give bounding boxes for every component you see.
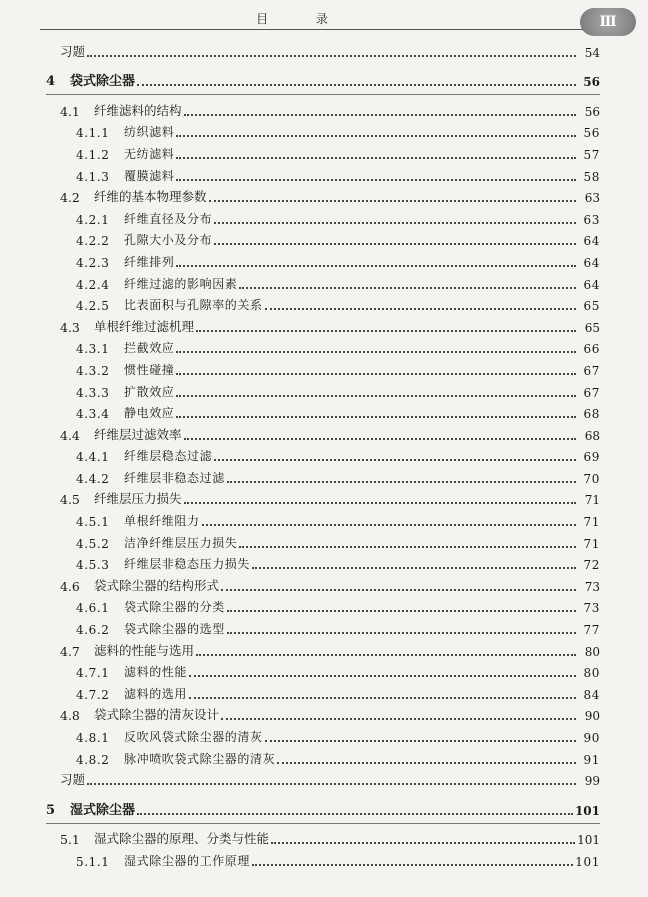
toc-entry-title: 单根纤维过滤机理 <box>94 318 195 334</box>
toc-entry[interactable] <box>46 507 600 529</box>
toc-entry[interactable] <box>46 313 600 335</box>
toc-leader-dots <box>209 200 576 202</box>
toc-entry[interactable] <box>46 723 600 745</box>
toc-leader-dots <box>176 373 576 375</box>
toc-entry-title: 纤维直径及分布 <box>124 211 213 226</box>
toc-entry-title: 纤维层过滤效率 <box>94 426 182 442</box>
toc-entry-number: 4.1.3 <box>76 169 110 184</box>
toc-entry-number: 4.5.1 <box>76 515 110 530</box>
toc-leader-dots <box>227 632 576 634</box>
toc-entry-number: 4.5.2 <box>76 536 110 551</box>
toc-entry[interactable] <box>46 335 600 357</box>
toc-entry[interactable] <box>46 826 600 848</box>
toc-entry[interactable] <box>46 702 600 724</box>
toc-entry-number: 4.4.1 <box>76 450 110 465</box>
toc-entry[interactable] <box>46 270 600 292</box>
toc-entry-number: 4.1.1 <box>76 126 110 141</box>
toc-entry-page: 91 <box>583 752 600 767</box>
toc-entry-page: 57 <box>583 147 600 162</box>
toc-entry-number: 4.3 <box>60 319 80 335</box>
toc-entry[interactable] <box>46 486 600 508</box>
toc-leader-dots <box>221 718 576 720</box>
toc-leader-dots <box>176 416 576 418</box>
toc-leader-dots <box>277 762 576 764</box>
toc-entry[interactable] <box>46 421 600 443</box>
toc-entry-title: 纤维滤料的结构 <box>94 102 182 118</box>
toc-entry-number: 4.6 <box>60 578 80 594</box>
toc-entry-title: 纤维排列 <box>124 254 175 269</box>
toc-entry-title: 袋式除尘器 <box>70 74 136 90</box>
toc-entry-title: 习题 <box>60 772 86 788</box>
toc-leader-dots <box>227 481 576 483</box>
toc-entry-title: 纤维层非稳态过滤 <box>124 470 225 485</box>
toc-entry[interactable] <box>46 767 600 789</box>
toc-entry-page: 69 <box>583 450 600 465</box>
toc-entry-page: 64 <box>583 277 600 292</box>
toc-entry-page: 71 <box>583 536 600 551</box>
toc-entry[interactable] <box>46 615 600 637</box>
toc-entry-title: 静电效应 <box>124 406 175 421</box>
toc-entry[interactable] <box>46 227 600 249</box>
toc-entry[interactable] <box>46 847 600 869</box>
toc-entry-number: 5.1.1 <box>76 854 110 869</box>
toc-entry-page: 99 <box>584 774 600 789</box>
toc-leader-dots <box>189 697 576 699</box>
table-of-contents <box>46 38 600 869</box>
toc-entry-number: 4.8 <box>60 708 80 724</box>
toc-entry-page: 65 <box>584 320 600 335</box>
toc-entry-title: 习题 <box>60 43 86 59</box>
toc-entry-number: 4.8.2 <box>76 752 110 767</box>
toc-entry-page: 56 <box>583 126 600 141</box>
toc-entry[interactable] <box>46 443 600 465</box>
toc-entry[interactable] <box>46 119 600 141</box>
toc-entry[interactable] <box>46 248 600 270</box>
toc-entry[interactable] <box>46 97 600 119</box>
toc-entry-title: 纤维层非稳态压力损失 <box>124 557 251 572</box>
toc-entry-number: 4.7.2 <box>76 687 110 702</box>
toc-entry-page: 80 <box>583 666 600 681</box>
toc-entry-page: 66 <box>583 342 600 357</box>
toc-gap <box>46 788 600 796</box>
toc-entry[interactable] <box>46 162 600 184</box>
toc-leader-dots <box>87 55 576 57</box>
toc-entry-number: 4.6.1 <box>76 601 110 616</box>
toc-entry-number: 5.1 <box>60 832 80 848</box>
toc-entry-number: 4.3.2 <box>76 363 110 378</box>
toc-entry-title: 覆膜滤料 <box>124 168 175 183</box>
toc-entry[interactable] <box>46 400 600 422</box>
toc-leader-dots <box>137 84 576 86</box>
toc-entry-number: 4.2.4 <box>76 277 110 292</box>
toc-entry-page: 71 <box>583 515 600 530</box>
toc-leader-dots <box>202 524 576 526</box>
toc-entry-title: 纤维的基本物理参数 <box>94 189 207 205</box>
toc-entry-page: 65 <box>583 299 600 314</box>
toc-entry-number: 4.6.2 <box>76 623 110 638</box>
toc-leader-dots <box>176 265 576 267</box>
toc-entry-title: 纤维过滤的影响因素 <box>124 276 238 291</box>
toc-entry-page: 54 <box>584 45 600 60</box>
toc-entry-title: 滤料的性能 <box>124 665 188 680</box>
toc-entry-page: 73 <box>583 601 600 616</box>
toc-entry-page: 58 <box>583 169 600 184</box>
toc-leader-dots <box>227 610 576 612</box>
toc-entry[interactable] <box>46 38 600 60</box>
toc-entry-title: 袋式除尘器的选型 <box>124 622 225 637</box>
toc-entry-number: 4.8.1 <box>76 731 110 745</box>
toc-entry-number: 4.5.3 <box>76 558 110 573</box>
toc-entry-number: 4.1.2 <box>76 147 110 162</box>
toc-entry-title: 滤料的性能与选用 <box>94 642 195 658</box>
toc-entry[interactable] <box>46 551 600 573</box>
toc-leader-dots <box>214 222 576 224</box>
toc-leader-dots <box>271 842 575 844</box>
toc-entry-title: 湿式除尘器 <box>70 802 136 818</box>
toc-entry[interactable] <box>46 572 600 594</box>
toc-entry-title: 湿式除尘器的工作原理 <box>124 853 251 868</box>
toc-gap <box>46 818 600 826</box>
toc-entry-page: 71 <box>584 493 600 508</box>
toc-entry-page: 101 <box>575 854 600 869</box>
toc-leader-dots <box>189 675 576 677</box>
toc-leader-dots <box>239 546 576 548</box>
toc-entry-page: 67 <box>583 363 600 378</box>
toc-entry-title: 反吹风袋式除尘器的清灰 <box>124 730 263 744</box>
toc-leader-dots <box>214 459 576 461</box>
toc-entry-number: 4.1 <box>60 103 80 119</box>
toc-entry-title: 袋式除尘器的分类 <box>124 600 225 615</box>
toc-entry-page: 63 <box>584 191 600 206</box>
toc-entry-number: 4.3.1 <box>76 342 110 357</box>
toc-entry-page: 68 <box>583 407 600 422</box>
toc-entry-page: 77 <box>583 623 600 638</box>
toc-leader-dots <box>214 243 576 245</box>
toc-entry[interactable] <box>46 292 600 314</box>
toc-entry-title: 纤维层稳态过滤 <box>124 449 213 464</box>
toc-entry[interactable] <box>46 140 600 162</box>
toc-entry-page: 70 <box>583 471 600 486</box>
toc-entry-title: 洁净纤维层压力损失 <box>124 535 238 550</box>
toc-entry-title: 孔隙大小及分布 <box>124 233 213 248</box>
toc-entry-page: 73 <box>584 579 600 594</box>
toc-entry[interactable] <box>46 464 600 486</box>
toc-entry-page: 56 <box>583 75 600 90</box>
page-number-badge: Ⅲ <box>580 8 636 36</box>
toc-leader-dots <box>252 567 576 569</box>
toc-entry-title: 湿式除尘器的原理、分类与性能 <box>94 831 270 847</box>
toc-entry[interactable] <box>46 659 600 681</box>
toc-leader-dots <box>184 114 576 116</box>
toc-entry-page: 101 <box>577 833 600 848</box>
toc-entry-number: 4.3.4 <box>76 407 110 422</box>
toc-entry[interactable] <box>46 378 600 400</box>
toc-entry-page: 56 <box>584 104 600 119</box>
toc-leader-dots <box>176 351 576 353</box>
toc-entry[interactable] <box>46 594 600 616</box>
toc-entry[interactable] <box>46 680 600 702</box>
toc-leader-dots <box>176 179 576 181</box>
toc-leader-dots <box>176 157 576 159</box>
toc-entry[interactable] <box>46 356 600 378</box>
toc-entry-title: 扩散效应 <box>124 384 175 399</box>
toc-leader-dots <box>176 135 576 137</box>
toc-leader-dots <box>184 502 576 504</box>
toc-entry-number: 4.2.3 <box>76 255 110 270</box>
toc-entry-page: 63 <box>583 212 600 227</box>
toc-leader-dots <box>176 395 576 397</box>
toc-entry-number: 4.7.1 <box>76 666 110 681</box>
toc-leader-dots <box>265 740 576 742</box>
separator-line <box>46 94 600 95</box>
toc-leader-dots <box>196 654 576 656</box>
toc-entry-page: 84 <box>583 687 600 702</box>
toc-entry[interactable] <box>46 745 600 767</box>
toc-leader-dots <box>221 589 576 591</box>
toc-entry[interactable] <box>46 68 600 90</box>
toc-entry[interactable] <box>46 184 600 206</box>
toc-leader-dots <box>87 783 576 785</box>
toc-leader-dots <box>239 287 576 289</box>
toc-entry-number: 5 <box>46 802 56 818</box>
toc-entry-number: 4.4 <box>60 427 80 443</box>
toc-leader-dots <box>137 813 573 815</box>
toc-entry-number: 4.7 <box>60 643 80 659</box>
header-title: 目 录 <box>256 12 350 26</box>
toc-entry-page: 68 <box>584 428 600 443</box>
toc-entry-number: 4.3.3 <box>76 385 110 400</box>
toc-entry-title: 拦截效应 <box>124 341 175 356</box>
toc-entry-title: 脉冲喷吹袋式除尘器的清灰 <box>124 751 276 766</box>
toc-entry-title: 袋式除尘器的清灰设计 <box>94 707 220 723</box>
toc-entry-page: 72 <box>583 558 600 573</box>
toc-entry-page: 67 <box>583 385 600 400</box>
toc-entry-page: 64 <box>583 255 600 270</box>
page-header <box>40 8 636 34</box>
toc-entry-number: 4.2.1 <box>76 212 110 227</box>
header-rule <box>40 29 584 30</box>
toc-entry-number: 4.2.5 <box>76 299 110 314</box>
toc-entry-number: 4.2 <box>60 190 80 206</box>
toc-leader-dots <box>265 308 576 310</box>
toc-leader-dots <box>184 438 576 440</box>
toc-entry-title: 滤料的选用 <box>124 686 188 701</box>
toc-entry[interactable] <box>46 205 600 227</box>
toc-entry[interactable] <box>46 796 600 818</box>
toc-entry[interactable] <box>46 637 600 659</box>
toc-entry-title: 袋式除尘器的结构形式 <box>94 577 220 593</box>
toc-gap <box>46 89 600 97</box>
toc-entry-page: 101 <box>574 803 600 818</box>
toc-leader-dots <box>252 864 573 866</box>
toc-entry-title: 纤维层压力损失 <box>94 491 182 507</box>
toc-entry-title: 惯性碰撞 <box>124 362 175 377</box>
toc-entry-number: 4.5 <box>60 492 80 508</box>
toc-entry-number: 4 <box>46 74 56 90</box>
toc-entry-title: 单根纤维阻力 <box>124 514 200 529</box>
toc-leader-dots <box>196 330 576 332</box>
toc-entry-number: 4.2.2 <box>76 234 110 249</box>
toc-gap <box>46 60 600 68</box>
toc-entry-page: 80 <box>584 644 600 659</box>
toc-entry[interactable] <box>46 529 600 551</box>
toc-entry-page: 90 <box>583 731 600 745</box>
toc-entry-page: 64 <box>583 234 600 249</box>
toc-entry-page: 90 <box>584 709 600 724</box>
toc-entry-number: 4.4.2 <box>76 471 110 486</box>
separator-line <box>46 823 600 824</box>
toc-entry-title: 纺织滤料 <box>124 125 175 140</box>
toc-entry-title: 比表面积与孔隙率的关系 <box>124 298 263 313</box>
toc-entry-title: 无纺滤料 <box>124 146 175 161</box>
